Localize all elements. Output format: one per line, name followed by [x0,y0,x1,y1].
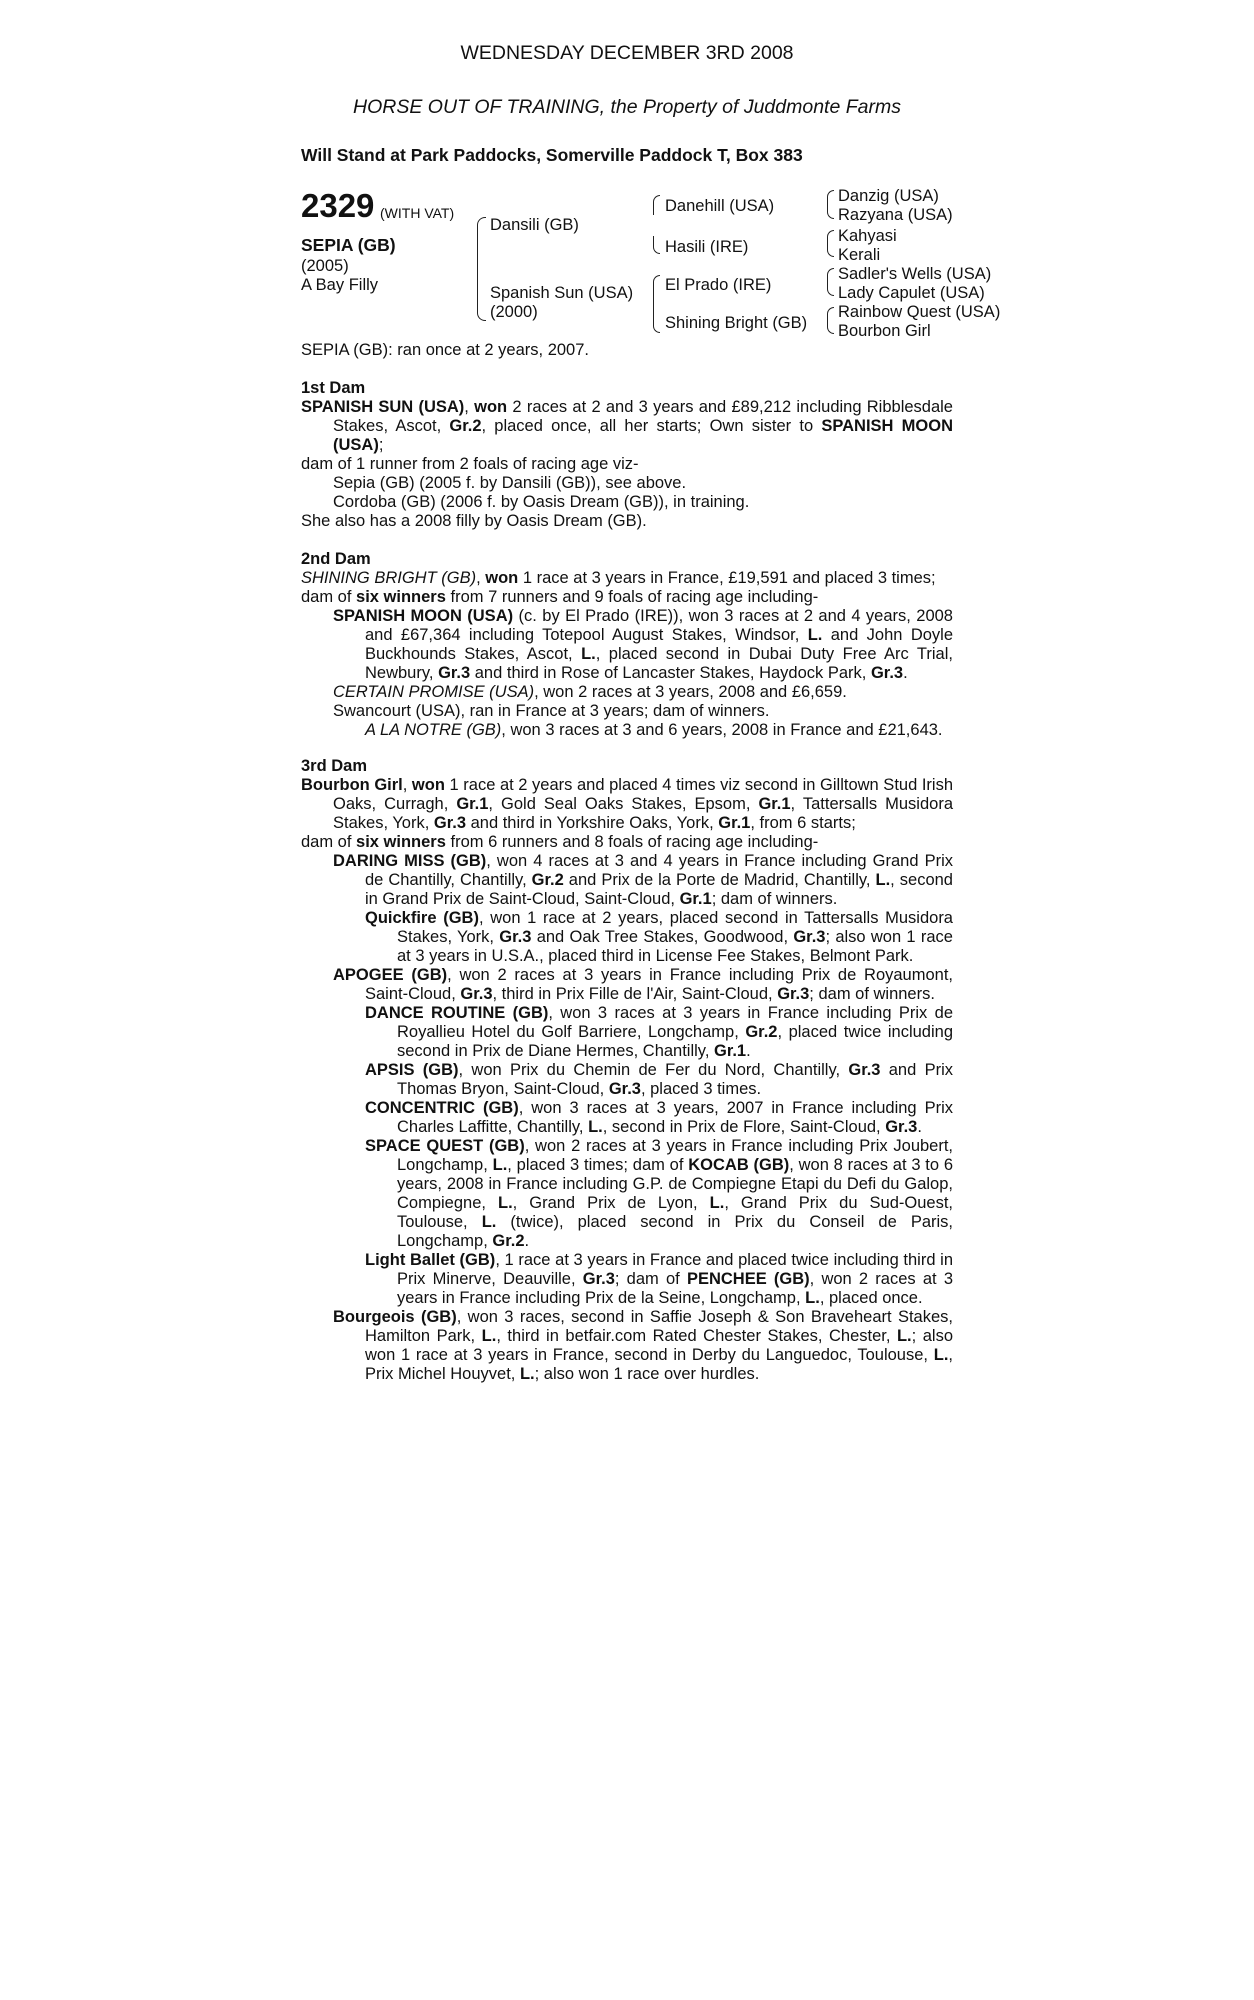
first-dam-heading: 1st Dam [301,379,366,397]
horse-description: A Bay Filly [301,276,379,294]
horse-name: SEPIA (GB) [301,235,396,255]
pedigree-brace [653,236,660,254]
pedigree-brace [827,242,834,257]
pedigree-sire-sire: Danehill (USA) [665,197,775,215]
stand-location: Will Stand at Park Paddocks, Somerville Paddock T, Box 383 [301,145,803,165]
pedigree-ggs-2: Razyana (USA) [838,206,953,224]
race-summary: SEPIA (GB): ran once at 2 years, 2007. [301,341,589,359]
produce-entry: APSIS (GB), won Prix du Chemin de Fer du Nord, Chantilly, Gr.3 and Prix Thomas Bryon, Saint-Cloud, Gr.3, placed 3 times. [365,1061,953,1098]
second-dam-section [301,550,953,740]
pedigree-brace [653,294,660,333]
second-dam-heading: 2nd Dam [301,550,371,568]
pedigree-ggs-8: Bourbon Girl [838,322,931,340]
pedigree-ggs-7: Rainbow Quest (USA) [838,303,1001,321]
second-dam-produce-summary: dam of six winners from 7 runners and 9 foals of racing age including- [301,588,819,606]
produce-entry: SPACE QUEST (GB), won 2 races at 3 years in France including Prix Joubert, Longchamp, L., placed 3 times; dam of KOCAB (GB), won 8 races at 3 to 6 years, 2008 in France including G.P. de Compiegne Etapi du Defi du Galop, Compiegne, L., Grand Prix de Lyon, L., Grand Prix du Sud-Ouest, Toulouse, L. (twice), placed second in Prix du Conseil de Paris, Longchamp, Gr.2. [365,1137,954,1250]
produce-entry: CERTAIN PROMISE (USA), won 2 races at 3 years, 2008 and £6,659. [333,683,847,701]
sale-subtitle: HORSE OUT OF TRAINING, the Property of Juddmonte Farms [353,96,901,118]
pedigree-brace [653,195,660,215]
third-dam-record: Bourbon Girl, won 1 race at 2 years and placed 4 times viz second in Gilltown Stud Irish Oaks, Curragh, Gr.1, Gold Seal Oaks Stakes, Epsom, Gr.1, Tattersalls Musidora Stakes, York, Gr.3 and third in Yorkshire Oaks, York, Gr.1, from 6 starts; [301,776,954,832]
produce-entry: Swancourt (USA), ran in France at 3 years; dam of winners. [333,702,770,720]
produce-entry: DANCE ROUTINE (GB), won 3 races at 3 years in France including Prix de Royallieu Hotel du Golf Barriere, Longchamp, Gr.2, placed twice including second in Prix de Diane Hermes, Chantilly, Gr.1. [365,1004,954,1060]
pedigree-sire-dam: Hasili (IRE) [665,238,749,256]
pedigree-ggs-3: Kahyasi [838,227,897,245]
lot-number: 2329 [301,187,375,224]
pedigree-brace [827,280,834,296]
pedigree-dam-year: (2000) [490,303,538,321]
produce-entry: SPANISH MOON (USA) (c. by El Prado (IRE)), won 3 races at 2 and 4 years, 2008 and £67,364 including Totepool August Stakes, Windsor, L. and John Doyle Buckhounds Stakes, Ascot, L., placed second in Dubai Duty Free Arc Trial, Newbury, Gr.3 and third in Rose of Lancaster Stakes, Haydock Park, Gr.3. [333,607,953,682]
produce-entry: DARING MISS (GB), won 4 races at 3 and 4 years in France including Grand Prix de Chantilly, Chantilly, Gr.2 and Prix de la Porte de Madrid, Chantilly, L., second in Grand Prix de Saint-Cloud, Saint-Cloud, Gr.1; dam of winners. [333,852,953,908]
pedigree-brace [477,270,486,321]
pedigree-brace [477,217,486,271]
produce-entry: APOGEE (GB), won 2 races at 3 years in France including Prix de Royaumont, Saint-Cloud, Gr.3, third in Prix Fille de l'Air, Saint-Cloud, Gr.3; dam of winners. [333,966,953,1003]
produce-entry: Bourgeois (GB), won 3 races, second in Saffie Joseph & Son Braveheart Stakes, Hamilton Park, L., third in betfair.com Rated Chester Stakes, Chester, L.; also won 1 race at 3 years in France, second in Derby du Languedoc, Toulouse, L., Prix Michel Houyvet, L.; also won 1 race over hurdles. [333,1308,953,1383]
third-dam-heading: 3rd Dam [301,757,368,775]
produce-entry: A LA NOTRE (GB), won 3 races at 3 and 6 years, 2008 in France and £21,643. [365,721,943,739]
pedigree-brace [653,275,660,295]
produce-entry: Light Ballet (GB), 1 race at 3 years in France and placed twice including third in Prix Minerve, Deauville, Gr.3; dam of PENCHEE (GB), won 2 races at 3 years in France including Prix de la Seine, Longchamp, L., placed once. [365,1251,954,1307]
pedigree-dam-sire: El Prado (IRE) [665,276,772,294]
pedigree-ggs-1: Danzig (USA) [838,187,939,205]
first-dam-foal: Cordoba (GB) (2006 f. by Oasis Dream (GB)), in training. [333,493,750,511]
first-dam-section [301,379,953,531]
third-dam-section [301,757,953,1384]
pedigree-sire: Dansili (GB) [490,216,579,234]
produce-entry: Quickfire (GB), won 1 race at 2 years, placed second in Tattersalls Musidora Stakes, York, Gr.3 and Oak Tree Stakes, Goodwood, Gr.3; also won 1 race at 3 years in U.S.A., placed third in License Fee Stakes, Belmont Park. [365,909,953,965]
pedigree-dam-dam: Shining Bright (GB) [665,314,808,332]
vat-note: (WITH VAT) [380,205,455,221]
pedigree-ggs-5: Sadler's Wells (USA) [838,265,992,283]
pedigree-ggs-4: Kerali [838,246,881,264]
first-dam-note: She also has a 2008 filly by Oasis Dream (GB). [301,512,647,530]
first-dam-record: SPANISH SUN (USA), won 2 races at 2 and 3 years and £89,212 including Ribblesdale Stakes, Ascot, Gr.2, placed once, all her starts; Own sister to SPANISH MOON (USA); [301,398,954,454]
sale-date: WEDNESDAY DECEMBER 3RD 2008 [460,42,794,64]
pedigree-brace [827,319,834,334]
pedigree-ggs-6: Lady Capulet (USA) [838,284,985,302]
first-dam-foal: Sepia (GB) (2005 f. by Dansili (GB)), see above. [333,474,687,492]
pedigree-brace [827,202,834,219]
first-dam-produce-summary: dam of 1 runner from 2 foals of racing age viz- [301,455,639,473]
third-dam-produce-summary: dam of six winners from 6 runners and 8 foals of racing age including- [301,833,819,851]
pedigree-dam: Spanish Sun (USA) [490,284,634,302]
horse-year: (2005) [301,257,349,275]
second-dam-record: SHINING BRIGHT (GB), won 1 race at 3 years in France, £19,591 and placed 3 times; [301,569,936,587]
produce-entry: CONCENTRIC (GB), won 3 races at 3 years, 2007 in France including Prix Charles Laffitte, Chantilly, L., second in Prix de Flore, Saint-Cloud, Gr.3. [365,1099,953,1136]
